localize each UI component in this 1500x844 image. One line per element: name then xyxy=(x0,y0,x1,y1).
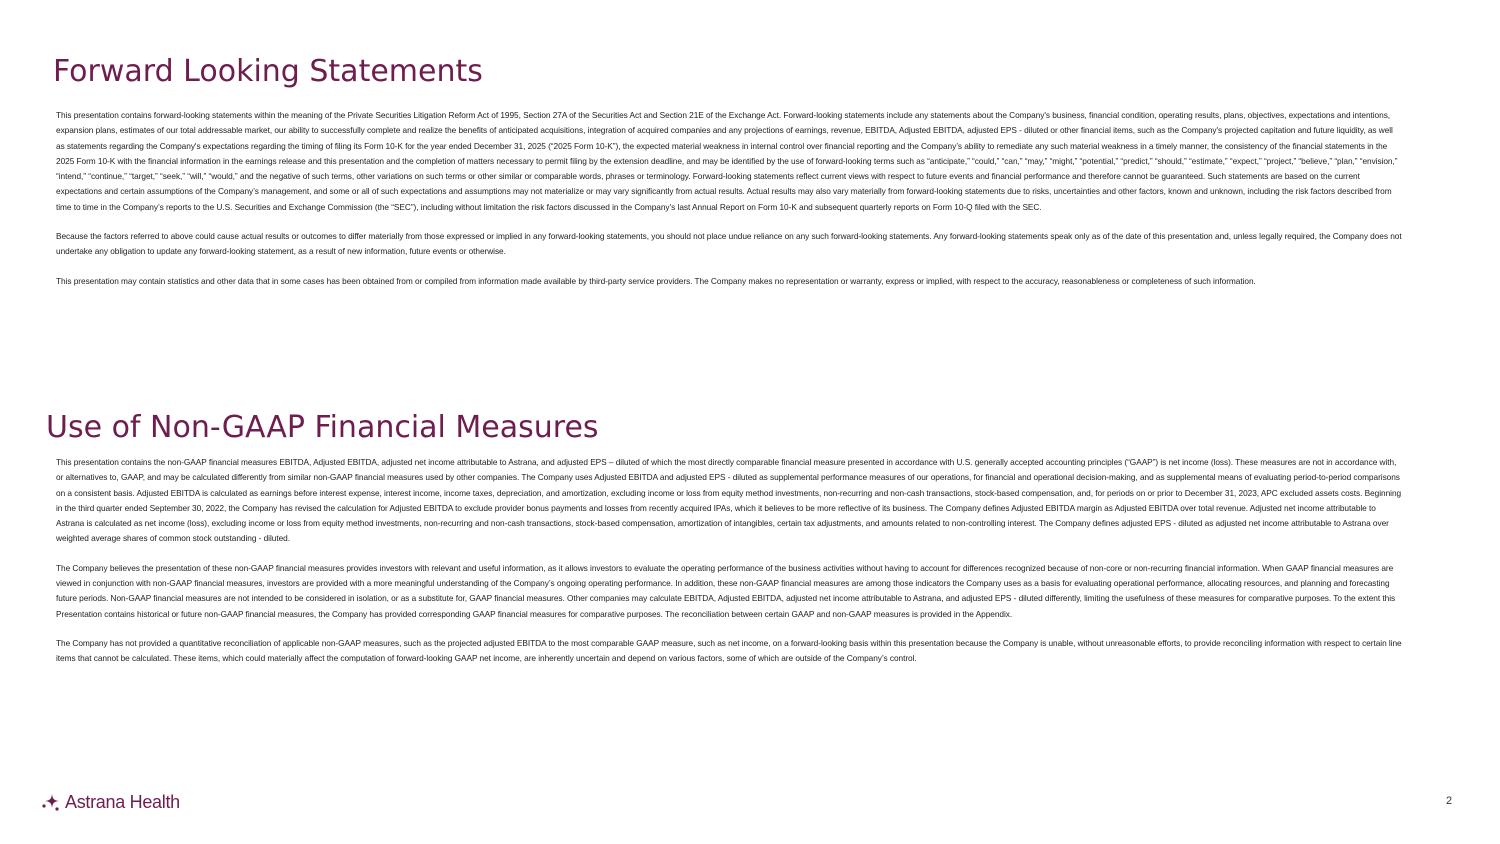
non-gaap-paragraph-2: The Company believes the presentation of these non-GAAP financial measures provides investors with relevant and useful information, as it allows investors to evaluate the operating performance of the business activities without having to account for differences recognized because of non-core or non-recurring financial information. When GAAP financial measures are viewed in conjunction with non-GAAP financial measures, investors are provided with a more meaningful understanding of the Company’s ongoing operating performance. In addition, these non-GAAP financial measures are among those indicators the Company uses as a basis for evaluating operational performance, allocating resources, and planning and forecasting future periods. Non-GAAP financial measures are not intended to be considered in isolation, or as a substitute for, GAAP financial measures. Other companies may calculate EBITDA, Adjusted EBITDA, adjusted net income attributable to Astrana, and adjusted EPS - diluted differently, limiting the usefulness of these measures for comparative purposes. To the extent this Presentation contains historical or future non-GAAP financial measures, the Company has provided corresponding GAAP financial measures for comparative purposes. The reconciliation between certain GAAP and non-GAAP measures is provided in the Appendix. xyxy=(56,562,1396,619)
non-gaap-paragraph-1: This presentation contains the non-GAAP financial measures EBITDA, Adjusted EBITDA, adjusted net income attributable to Astrana, and adjusted EPS – diluted of which the most directly comparable financial measure presented in accordance with U.S. generally accepted accounting principles (“GAAP”) is net income (loss). These measures are not in accordance with, or alternatives to, GAAP, and may be calculated differently from similar non-GAAP financial measures used by other companies. The Company uses Adjusted EBITDA and adjusted EPS - diluted as supplemental performance measures of our operations, for financial and operational decision-making, and as supplemental means of evaluating period-to-period comparisons on a consistent basis. Adjusted EBITDA is calculated as earnings before interest expense, interest income, income taxes, depreciation, and amortization, excluding income or loss from equity method investments, non-recurring and non-cash transactions, stock-based compensation, and, for periods on or prior to December 31, 2023, APC excluded assets costs. Beginning in the third quarter ended September 30, 2022, the Company has revised the calculation for Adjusted EBITDA to exclude provider bonus payments and losses from recently acquired IPAs, which it believes to be more reflective of its business. The Company defines Adjusted EBITDA margin as Adjusted EBITDA over total revenue. Adjusted net income attributable to Astrana is calculated as net income (loss), excluding income or loss from equity method investments, non-recurring and non-cash transactions, stock-based compensation, amortization of intangibles, certain tax adjustments, and amounts related to non-controlling interest. The Company defines adjusted EPS - diluted as adjusted net income attributable to Astrana over weighted average shares of common stock outstanding - diluted. xyxy=(56,457,1402,544)
non-gaap-title: Use of Non-GAAP Financial Measures xyxy=(46,410,599,445)
company-logo-text: Astrana Health xyxy=(65,791,180,812)
forward-looking-paragraph-3: This presentation may contain statistics and other data that in some cases has been obtained from or compiled from information made available by third-party service providers. The Company makes no representation or warranty, express or implied, with respect to the accuracy, reasonableness or completeness of such information. xyxy=(56,275,1256,286)
page-number: 2 xyxy=(1446,795,1453,807)
forward-looking-body xyxy=(56,108,1402,303)
non-gaap-paragraph-3: The Company has not provided a quantitative reconciliation of applicable non-GAAP measures, such as the projected adjusted EBITDA to the most comparable GAAP measure, such as net income, on a forward-looking basis within this presentation because the Company is unable, without unreasonable efforts, to provide reconciling information with respect to certain line items that cannot be calculated. These items, which could materially affect the computation of forward-looking GAAP net income, are inherently uncertain and depend on various factors, some of which are outside of the Company’s control. xyxy=(56,637,1402,664)
forward-looking-title: Forward Looking Statements xyxy=(53,54,483,89)
astrana-sparkle-icon xyxy=(40,791,62,813)
company-logo xyxy=(40,790,180,814)
non-gaap-body xyxy=(56,455,1402,681)
forward-looking-paragraph-2: Because the factors referred to above could cause actual results or outcomes to differ materially from those expressed or implied in any forward-looking statements, you should not place undue reliance on any such forward-looking statements. Any forward-looking statements speak only as of the date of this presentation and, unless legally required, the Company does not undertake any obligation to update any forward-looking statement, as a result of new information, future events or otherwise. xyxy=(56,231,1402,257)
forward-looking-paragraph-1: This presentation contains forward-looking statements within the meaning of the Private Securities Litigation Reform Act of 1995, Section 27A of the Securities Act and Section 21E of the Exchange Act. Forward-looking statements include any statements about the Company's business, financial condition, operating results, plans, objectives, expectations and intentions, expansion plans, estimates of our total addressable market, our ability to successfully complete and realize the benefits of anticipated acquisitions, integration of acquired companies and any projections of earnings, revenue, EBITDA, Adjusted EBITDA, adjusted EPS - diluted or other financial items, such as the Company's projected capitation and future liquidity, as well as statements regarding the Company's expectations regarding the timing of filing its Form 10-K for the year ended December 31, 2025 (“2025 Form 10-K”), the expected material weakness in internal control over financial reporting and the Company’s ability to remediate any such material weakness in a timely manner, the consistency of the financial statements in the 2025 Form 10-K with the financial information in the earnings release and this presentation and the completion of matters necessary to permit filing by the extension deadline, and may be identified by the use of forward-looking terms such as “anticipate,” “could,” “can,” “may,” “might,” “potential,” “predict,” “should,” “estimate,” “expect,” “project,” “believe,” “plan,” “envision,” “intend,” “continue,” “target,” “seek,” “will,” “would,” and the negative of such terms, other variations on such terms or other similar or comparable words, phrases or terminology. Forward-looking statements reflect current views with respect to future events and financial performance and therefore cannot be guaranteed. Such statements are based on the current expectations and certain assumptions of the Company’s management, and some or all of such expectations and assumptions may not materialize or may vary significantly from actual results. Actual results may also vary materially from forward-looking statements due to risks, uncertainties and other factors, known and unknown, including the risk factors described from time to time in the Company’s reports to the U.S. Securities and Exchange Commission (the “SEC”), including without limitation the risk factors discussed in the Company’s last Annual Report on Form 10-K and subsequent quarterly reports on Form 10-Q filed with the SEC. xyxy=(56,110,1398,212)
